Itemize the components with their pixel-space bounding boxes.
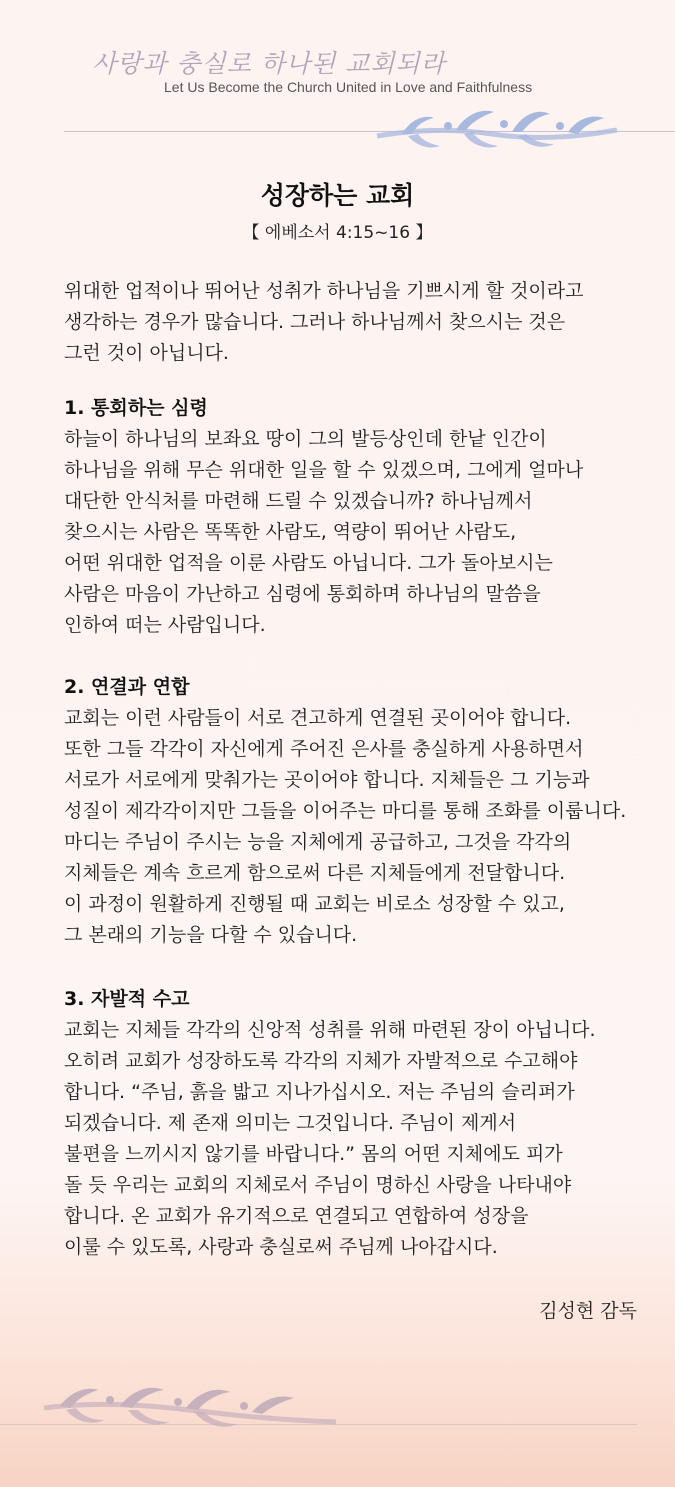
section-heading: 1. 통회하는 심령 (64, 397, 208, 419)
intro-line: 생각하는 경우가 많습니다. 그러나 하나님께서 찾으시는 것은 (64, 311, 566, 333)
section-3 (64, 984, 654, 1263)
intro-line: 그런 것이 아닙니다. (64, 342, 229, 364)
section-line: 대단한 안식처를 마련해 드릴 수 있겠습니까? 하나님께서 (64, 490, 533, 512)
section-line: 하나님을 위해 무슨 위대한 일을 할 수 있겠으며, 그에게 얼마나 (64, 459, 584, 481)
section-line: 교회는 지체들 각각의 신앙적 성취를 위해 마련된 장이 아닙니다. (64, 1019, 596, 1041)
vine-ornament-top-icon (372, 100, 622, 156)
vine-ornament-bottom-icon (40, 1378, 340, 1438)
section-line: 찾으시는 사람은 똑똑한 사람도, 역량이 뛰어난 사람도, (64, 521, 517, 543)
section-line: 합니다. “주님, 흙을 밟고 지나가십시오. 저는 주님의 슬리퍼가 (64, 1081, 575, 1103)
section-line: 성질이 제각각이지만 그들을 이어주는 마디를 통해 조화를 이룹니다. (64, 800, 627, 822)
section-line: 그 본래의 기능을 다할 수 있습니다. (64, 924, 358, 946)
section-line: 이 과정이 원활하게 진행될 때 교회는 비로소 성장할 수 있고, (64, 893, 565, 915)
section-line: 마디는 주님이 주시는 능을 지체에게 공급하고, 그것을 각각의 (64, 831, 572, 853)
section-line: 인하여 떠는 사람입니다. (64, 614, 266, 636)
intro-paragraph (64, 276, 654, 369)
section-line: 되겠습니다. 제 존재 의미는 그것입니다. 주님이 제게서 (64, 1112, 517, 1134)
section-2 (64, 672, 654, 951)
section-heading: 2. 연결과 연합 (64, 676, 190, 698)
section-line: 합니다. 온 교회가 유기적으로 연결되고 연합하여 성장을 (64, 1205, 529, 1227)
section-1 (64, 393, 654, 641)
intro-line: 위대한 업적이나 뛰어난 성취가 하나님을 기쁘시게 할 것이라고 (64, 280, 584, 302)
section-line: 사람은 마음이 가난하고 심령에 통회하며 하나님의 말씀을 (64, 583, 541, 605)
section-line: 지체들은 계속 흐르게 함으로써 다른 지체들에게 전달합니다. (64, 862, 566, 884)
section-line: 어떤 위대한 업적을 이룬 사람도 아닙니다. 그가 돌아보시는 (64, 552, 553, 574)
author-signature: 김성현 감독 (539, 1300, 637, 1322)
section-line: 불편을 느끼시지 않기를 바랍니다.” 몸의 어떤 지체에도 피가 (64, 1143, 563, 1165)
section-line: 돌 듯 우리는 교회의 지체로서 주님이 명하신 사랑을 나타내야 (64, 1174, 572, 1196)
section-line: 하늘이 하나님의 보좌요 땅이 그의 발등상인데 한낱 인간이 (64, 428, 547, 450)
section-line: 이룰 수 있도록, 사랑과 충실로써 주님께 나아갑시다. (64, 1236, 498, 1258)
section-line: 서로가 서로에게 맞춰가는 곳이어야 합니다. 지체들은 그 기능과 (64, 769, 590, 791)
section-line: 오히려 교회가 성장하도록 각각의 지체가 자발적으로 수고해야 (64, 1050, 578, 1072)
header-motto-script: 사랑과 충실로 하나된 교회되라 (92, 49, 446, 78)
article-title: 성장하는 교회 (260, 181, 415, 210)
section-line: 교회는 이런 사람들이 서로 견고하게 연결된 곳이어야 합니다. (64, 707, 572, 729)
section-heading: 3. 자발적 수고 (64, 988, 190, 1010)
section-line: 또한 그들 각각이 자신에게 주어진 은사를 충실하게 사용하면서 (64, 738, 584, 760)
scripture-reference: 【 에베소서 4:15~16 】 (242, 223, 433, 243)
header-motto-english: Let Us Become the Church United in Love and Faithfulness (164, 79, 533, 95)
